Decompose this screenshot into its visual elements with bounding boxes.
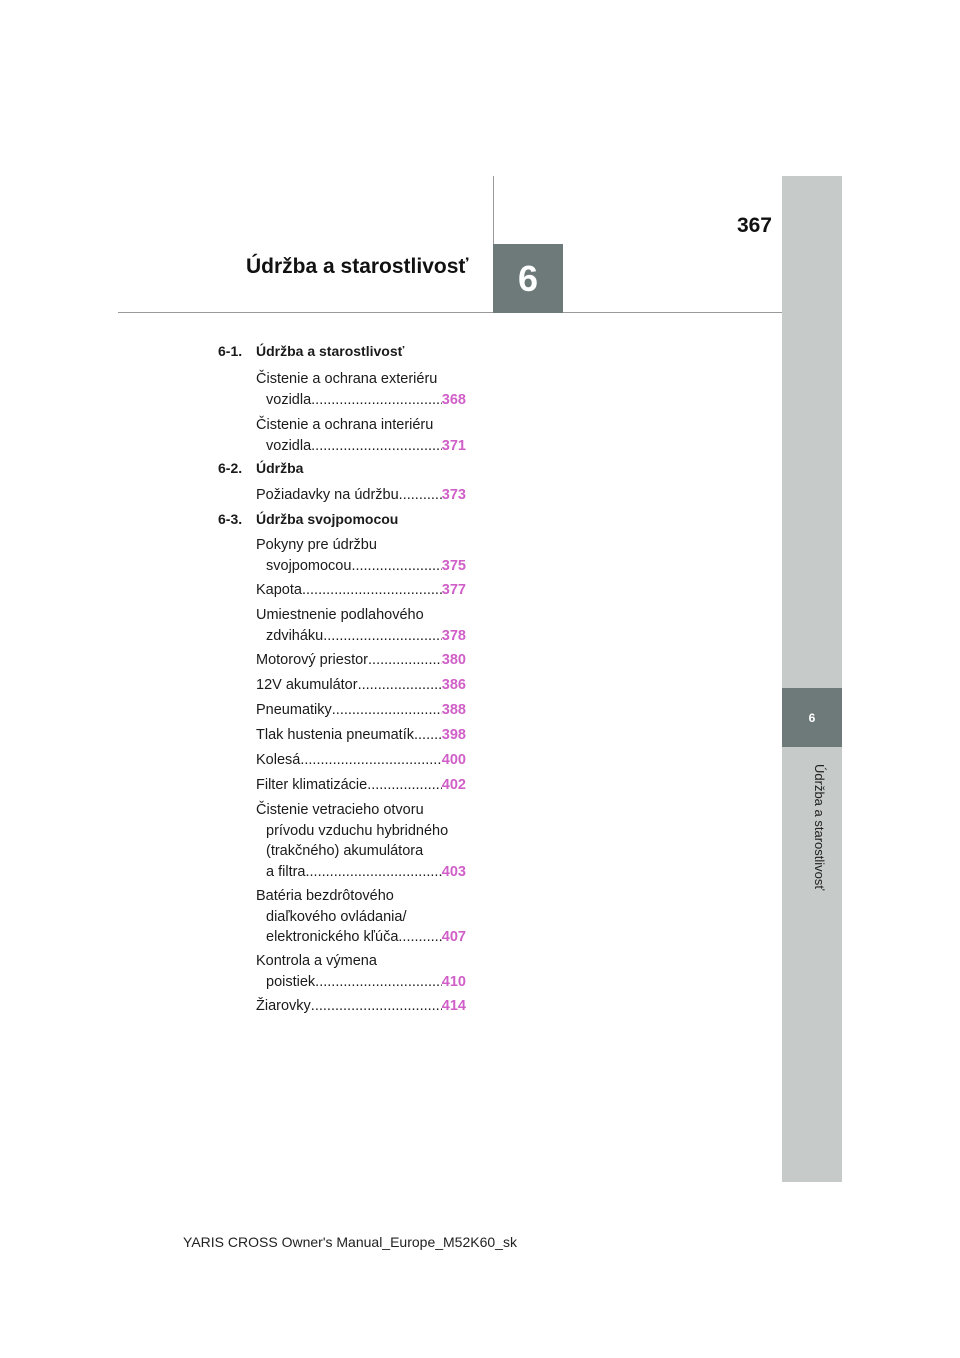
toc-page-link[interactable]: 378 [441, 627, 466, 644]
toc-entry-text: elektronického kľúča [266, 929, 399, 945]
toc-entry-text: Čistenie vetracieho otvoru [256, 802, 424, 818]
toc-page-link[interactable]: 410 [441, 973, 466, 990]
leader-dots [315, 972, 442, 993]
toc-entry[interactable] [256, 580, 466, 601]
leader-dots [367, 775, 442, 796]
toc-entry-line [256, 390, 466, 411]
toc-page-link[interactable]: 386 [441, 677, 466, 693]
toc-entry-line [256, 862, 466, 883]
section-title: Údržba [256, 460, 304, 476]
toc-entry-line [256, 886, 466, 907]
footer: YARIS CROSS Owner's Manual_Europe_M52K60_sk [183, 1234, 517, 1250]
toc-entry-text: Požiadavky na údržbu [256, 487, 399, 503]
toc-entry[interactable] [256, 415, 466, 456]
chapter-title: Údržba a starostlivosť [246, 255, 469, 278]
toc-entry[interactable] [256, 951, 466, 992]
toc-entry-line [256, 700, 466, 721]
toc-page-link[interactable]: 398 [441, 727, 466, 743]
page-number: 367 [736, 214, 772, 237]
toc-entry-text: Kolesá [256, 752, 301, 768]
leader-dots [414, 725, 442, 746]
toc-entry-line [256, 675, 466, 696]
toc-entry-line [256, 415, 466, 436]
toc-page-link[interactable]: 414 [441, 998, 466, 1014]
section-heading [218, 511, 398, 527]
header-divider-vertical [493, 176, 494, 244]
toc-entry-text: zdviháku [266, 627, 324, 644]
leader-dots [358, 675, 442, 696]
toc-entry-text: Kapota [256, 582, 302, 598]
toc-entry[interactable] [256, 675, 466, 696]
toc-entry[interactable] [256, 485, 466, 506]
toc-entry[interactable] [256, 725, 466, 746]
toc-entry-text: (trakčného) akumulátora [266, 843, 424, 859]
side-tab [782, 176, 842, 1182]
toc-entry-line [256, 556, 466, 577]
toc-entry-line [256, 485, 466, 506]
toc-entry-text: Pneumatiky [256, 702, 332, 718]
leader-dots [302, 580, 442, 601]
toc-entry-line [256, 535, 466, 556]
leader-dots [311, 436, 442, 457]
toc-entry-line [256, 841, 466, 862]
toc-page-link[interactable]: 388 [441, 702, 466, 718]
leader-dots [332, 700, 442, 721]
toc-entry[interactable] [256, 886, 466, 948]
toc-entry-text: 12V akumulátor [256, 677, 358, 693]
side-tab-title: Údržba a starostlivosť [812, 764, 827, 891]
toc-entry-line [256, 626, 466, 647]
toc-entry[interactable] [256, 800, 466, 882]
toc-page-link[interactable]: 371 [441, 437, 466, 454]
toc-page-link[interactable]: 368 [441, 391, 466, 408]
toc-page-link[interactable]: 373 [441, 487, 466, 503]
chapter-number-box: 6 [493, 244, 563, 313]
leader-dots [368, 650, 442, 671]
toc-entry[interactable] [256, 775, 466, 796]
header-divider-horizontal [118, 312, 782, 313]
section-title: Údržba a starostlivosť [256, 343, 405, 359]
toc-entry-text: Žiarovky [256, 998, 311, 1014]
toc-entry-text: Batéria bezdrôtového [256, 888, 394, 904]
section-title: Údržba svojpomocou [256, 511, 399, 527]
toc-page-link[interactable]: 403 [441, 863, 466, 880]
toc-entry[interactable] [256, 369, 466, 410]
toc-entry-line [256, 605, 466, 626]
section-number: 6-1. [218, 343, 243, 359]
toc-entry-line [256, 821, 466, 842]
toc-entry-text: a filtra [266, 863, 306, 880]
toc-page-link[interactable]: 407 [441, 929, 466, 945]
toc-entry-line [256, 369, 466, 390]
toc-entry-text: svojpomocou [266, 557, 352, 574]
side-tab-number: 6 [782, 688, 842, 747]
toc-entry[interactable] [256, 750, 466, 771]
leader-dots [311, 996, 442, 1017]
toc-page-link[interactable]: 375 [441, 557, 466, 574]
toc-entry-line [256, 800, 466, 821]
toc-entry-text: vozidla [266, 391, 312, 408]
leader-dots [311, 390, 442, 411]
toc-entry-text: prívodu vzduchu hybridného [266, 822, 449, 839]
toc-entry-line [256, 927, 466, 948]
toc-entry[interactable] [256, 700, 466, 721]
leader-dots [351, 556, 441, 577]
section-heading [218, 343, 404, 359]
toc-entry-text: Tlak hustenia pneumatík [256, 727, 414, 743]
toc-entry-line [256, 972, 466, 993]
toc-page-link[interactable]: 400 [441, 752, 466, 768]
section-heading [218, 460, 303, 476]
toc-entry-text: Filter klimatizácie [256, 777, 368, 793]
section-number: 6-3. [218, 511, 243, 527]
leader-dots [399, 485, 442, 506]
toc-entry[interactable] [256, 605, 466, 646]
leader-dots [398, 927, 441, 948]
toc-entry-text: poistiek [266, 973, 316, 990]
toc-entry-line [256, 580, 466, 601]
toc-entry-text: Motorový priestor [256, 652, 369, 668]
toc-entry-line [256, 725, 466, 746]
toc-entry-line [256, 951, 466, 972]
toc-entry-line [256, 775, 466, 796]
toc-entry-line [256, 650, 466, 671]
leader-dots [323, 626, 442, 647]
toc-entry-text: Umiestnenie podlahového [256, 607, 424, 623]
toc-entry[interactable] [256, 650, 466, 671]
toc-page-link[interactable]: 377 [441, 582, 466, 598]
toc-entry-text: vozidla [266, 437, 312, 454]
toc-page-link[interactable]: 380 [441, 652, 466, 668]
toc-entry-line [256, 907, 466, 928]
toc-entry-text: Čistenie a ochrana exteriéru [256, 371, 438, 387]
toc-entry-text: diaľkového ovládania/ [266, 908, 407, 925]
toc-entry-line [256, 996, 466, 1017]
toc-entry-line [256, 750, 466, 771]
toc-entry-text: Pokyny pre údržbu [256, 537, 377, 553]
toc-page-link[interactable]: 402 [441, 777, 466, 793]
toc-entry-text: Kontrola a výmena [256, 953, 377, 969]
section-number: 6-2. [218, 460, 243, 476]
toc-entry-line [256, 436, 466, 457]
leader-dots [300, 750, 441, 771]
leader-dots [306, 862, 442, 883]
toc-entry-text: Čistenie a ochrana interiéru [256, 417, 434, 433]
toc-entry[interactable] [256, 996, 466, 1017]
toc-entry[interactable] [256, 535, 466, 576]
